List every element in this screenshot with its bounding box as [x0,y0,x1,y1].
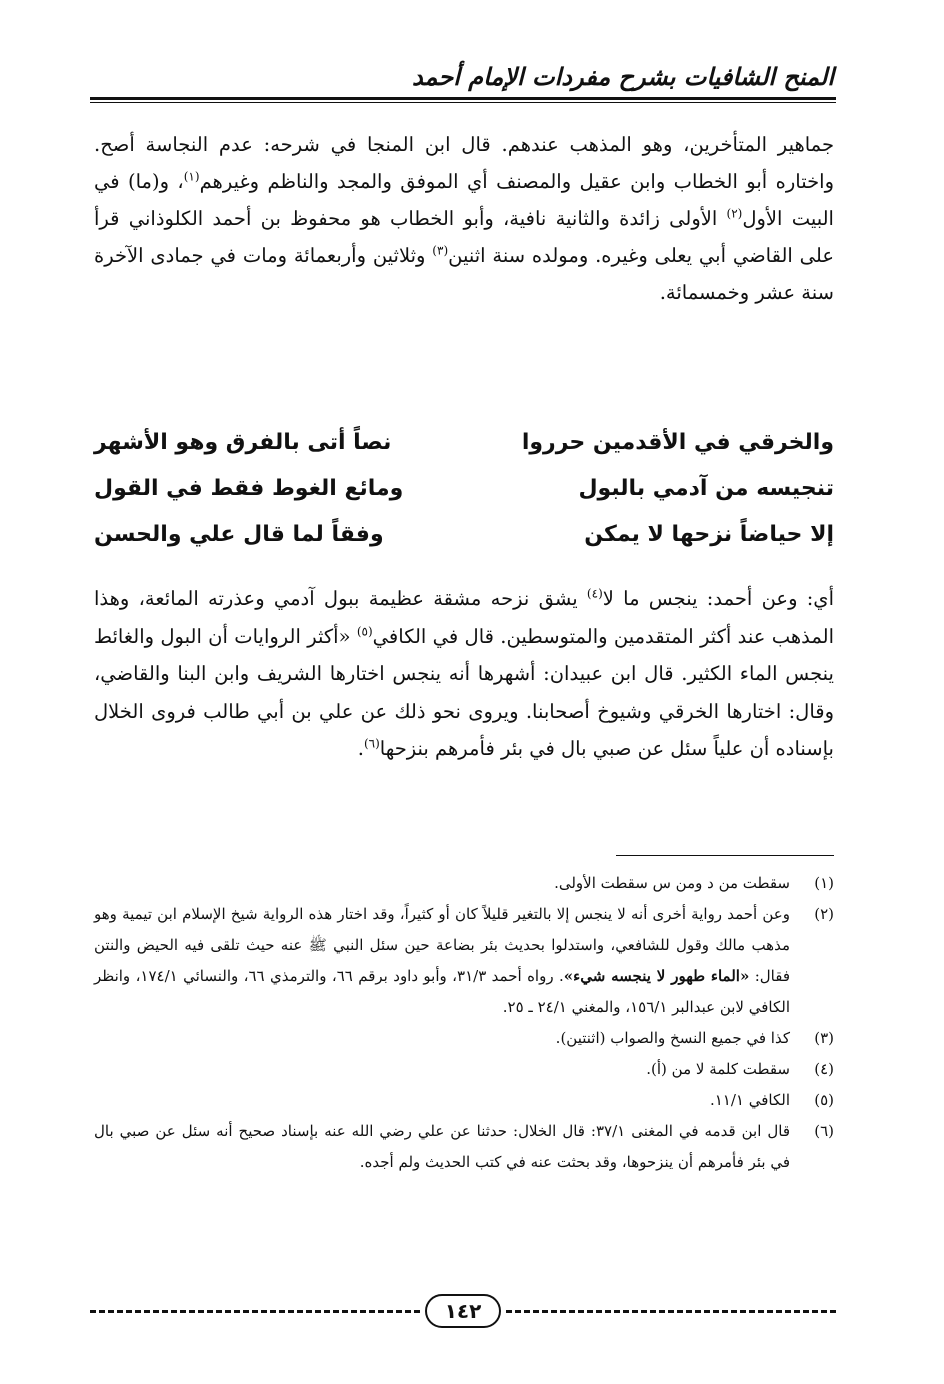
text-run: . [357,737,364,760]
footnote-text: قال ابن قدمه في المغنى ٣٧/١: قال الخلال: حدثنا عن علي رضي الله عنه بإسناد صحيح أنه سئل عن صبي بال في بئر فأمرهم أن ينزحوها، وقد بحثت عنه في كتب الحديث ولم أجده. [94,1122,790,1171]
footer-dashed-rule-right [506,1310,836,1313]
verse-line [94,512,834,558]
text-run: يشق نزحه مشقة عظيمة ببول آدمي وعذرته المائعة، وهذا المذهب عند أكثر المتقدمين والمتوسطين. قال في الكافي [94,587,835,648]
hadith-quote: «الماء طهور لا ينجسه شيء» [563,967,750,985]
footnote-ref-6[interactable]: (٦) [363,736,380,751]
footer-dashed-rule-left [90,1310,420,1313]
verse-line [94,466,834,512]
text-run: . رواه أحمد ٣١/٣، وأبو داود برقم ٦٦، والترمذي ٦٦، والنسائي ١٧٤/١، وانظر الكافي لابن عبدالبر ١٥٦/١، والمغني ٢٤/١ ـ ٢٥. [94,967,790,1016]
footnote-number: (٥) [814,1091,834,1109]
footnote-text: كذا في جميع النسخ والصواب (اثنتين). [555,1029,790,1047]
text-run: وثلاثين وأربعمائة ومات في جمادى الآخرة سنة عشر وخمسمائة. [94,244,834,304]
body-paragraph-1 [94,126,834,311]
footnote-item [94,1085,834,1116]
header-rule [90,97,836,100]
page-footer [90,1292,836,1332]
text-run: أي: وعن أحمد: ينجس ما لا [602,587,834,610]
footnote-number: (٤) [814,1060,834,1078]
body-paragraph-2 [94,580,834,768]
running-header: المنح الشافيات بشرح مفردات الإمام أحمد [411,63,834,91]
footnote-ref-2[interactable]: (٢) [726,206,743,221]
footnote-item [94,899,834,1023]
footnote-item [94,1116,834,1178]
poem-verses [94,420,834,558]
footnote-text: الكافي ١١/١. [709,1091,790,1109]
footnote-text: سقطت من د ومن س سقطت الأولى. [554,874,790,892]
footnote-separator [616,855,834,856]
header-rule-thin [90,102,836,103]
verse-line [94,420,834,466]
footnote-item [94,1054,834,1085]
text-run: وعن أحمد رواية أخرى أنه لا ينجس إلا بالتغير قليلاً كان أو كثيراً، وقد اختار هذه الرواية شيخ الإسلام ابن تيمية وهو مذهب مالك وقول للشافعي، واستدلوا بحديث بئر بضاعة حين سئل النبي ﷺ عنه حيث تلقى فيه الحيض والنتن فقال: [94,905,791,985]
verse-first-hemistich: والخرقي في الأقدمين حرروا [521,430,834,455]
verse-second-hemistich: ومائع الغوط فقط في القول [94,476,404,501]
paragraph-text [94,580,834,768]
text-run: ، و(ما) في البيت الأول [94,170,834,230]
footnote-number: (١) [814,874,834,892]
verse-second-hemistich: نصاً أتى بالفرق وهو الأشهر [94,430,392,455]
footnote-ref-4[interactable]: (٤) [586,586,603,601]
footnote-number: (٢) [814,905,834,923]
verse-first-hemistich: تنجيسه من آدمي بالبول [578,476,834,501]
verse-first-hemistich: إلا حياضاً نزحها لا يمكن [584,522,834,547]
page-number: ١٤٢ [425,1294,501,1328]
footnote-item [94,1023,834,1054]
footnotes-section [94,868,834,1178]
text-run: جماهير المتأخرين، وهو المذهب عندهم. قال ابن المنجا في شرحه: عدم النجاسة أصح. واختاره أبو الخطاب وابن عقيل والمصنف أي الموفق والمجد والناظم وغيرهم [94,133,834,193]
footnote-ref-5[interactable]: (٥) [356,624,373,638]
footnote-ref-3[interactable]: (٣) [432,243,449,258]
verse-second-hemistich: وفقاً لما قال علي والحسن [94,522,384,547]
footnote-text: سقطت كلمة لا من (أ). [646,1060,790,1078]
footnote-number: (٦) [814,1122,834,1140]
footnote-item [94,868,834,899]
paragraph-text [94,126,834,311]
footnote-text [94,899,790,1023]
footnote-ref-1[interactable]: (١) [183,169,200,184]
text-run: «أكثر الروايات أن البول والغائط ينجس الماء الكثير. قال ابن عبيدان: أشهرها أنه ينجس اختارها الشريف وابن البنا والقاضي، وقال: اختارها الخرقي وشيوخ أصحابنا. ويروى نحو ذلك عن علي بن أبي طالب فروى الخلال بإسناده أن علياً سئل عن صبي بال في بئر فأمرهم بنزحها [94,624,834,760]
footnote-number: (٣) [814,1029,834,1047]
text-run: الأولى زائدة والثانية نافية، وأبو الخطاب هو محفوظ بن أحمد الكلوذاني قرأ على القاضي أبي يعلى وغيره. ومولده سنة اثنين [94,207,834,267]
